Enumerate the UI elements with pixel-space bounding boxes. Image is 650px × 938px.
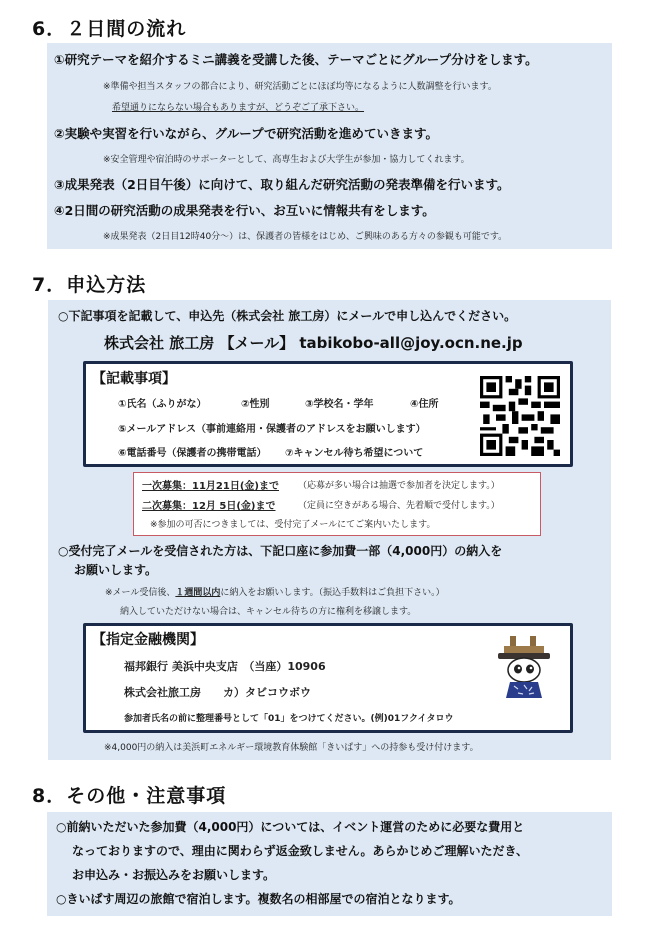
notes-line-4: ○きいぱす周辺の旅館で宿泊します。複数名の相部屋での宿泊となります。 [56,892,461,906]
account-holder: 株式会社旅工房 カ）タビコウボウ [124,686,311,699]
section-7-heading: 7．申込方法 [32,274,147,296]
required-item-5: ⑤メールアドレス（事前連絡用・保護者のアドレスをお願いします） [118,424,426,435]
required-items-title: 【記載事項】 [92,371,176,387]
section-6-heading: 6．２日間の流れ [32,18,187,40]
flow-item-1-note-1: ※準備や担当スタッフの都合により、研究活動ごとにほぼ均等になるように人数調整を行います。 [103,82,497,92]
first-deadline: 一次募集：11月21日(金)まで [142,481,279,492]
mascot-character-icon [496,634,552,700]
flow-item-2: ②実験や実習を行いながら、グループで研究活動を進めていきます。 [54,126,438,141]
payment-footnote: ※4,000円の納入は美浜町エネルギー環境教育体験館「きいぱす」への持参も受け付けます。 [104,743,479,753]
flow-item-4: ④2日間の研究活動の成果発表を行い、お互いに情報共有をします。 [54,203,435,218]
flow-item-1: ①研究テーマを紹介するミニ講義を受講した後、テーマごとにグループ分けをします。 [54,52,538,67]
section-8-heading: 8．その他・注意事項 [32,785,227,807]
qr-code-icon[interactable] [480,376,560,456]
flow-item-3: ③成果発表（2日目午後）に向けて、取り組んだ研究活動の発表準備を行います。 [54,177,510,192]
payment-note-1-post: に納入をお願いします。（振込手数料はご負担下さい。） [220,588,445,598]
second-deadline: 二次募集：12月 5日(金)まで [142,501,276,512]
required-item-2: ②性別 [241,399,270,410]
second-deadline-note: （定員に空きがある場合、先着順で受付します。） [298,501,500,511]
required-item-1: ①氏名（ふりがな） [118,399,207,410]
payment-note-2: 納入していただけない場合は、キャンセル待ちの方に権利を移譲します。 [120,607,417,617]
notes-line-1: ○前納いただいた参加費（4,000円）については、イベント運営のために必要な費用と [56,820,525,834]
bank-account: 福邦銀行 美浜中央支店 （当座）10906 [124,660,326,673]
notes-line-3: お申込み・お振込みをお願いします。 [72,868,276,882]
required-item-4: ④住所 [410,399,439,410]
flow-item-4-note-1: ※成果発表（2日目12時40分～）は、保護者の皆様をはじめ、ご興味のある方々の参観も可能です。 [103,232,508,242]
required-item-6: ⑥電話番号（保護者の携帯電話） [118,448,267,459]
acceptance-note: ※参加の可否につきましては、受付完了メールにてご案内いたします。 [150,520,436,530]
flow-item-1-note-2: 希望通りにならない場合もありますが、どうぞご了承下さい。 [112,103,365,113]
contact-email[interactable]: 株式会社 旅工房 【メール】 tabikobo-all@joy.ocn.ne.jp [104,334,523,352]
notes-line-2: なっておりますので、理由に関わらず返金致しません。あらかじめご理解いただき、 [72,844,529,858]
bank-box-title: 【指定金融機関】 [92,632,204,648]
payment-intro-line-2: お願いします。 [74,563,158,577]
flow-item-2-note-1: ※安全管理や宿泊時のサポーターとして、高専生および大学生が参加・協力してくれます。 [103,155,470,165]
payment-note-1 [105,585,445,598]
application-intro: ○下記事項を記載して、申込先（株式会社 旅工房）にメールで申し込んでください。 [58,309,517,323]
required-item-3: ③学校名・学年 [305,399,374,410]
first-deadline-note: （応募が多い場合は抽選で参加者を決定します。） [298,481,500,491]
transfer-instruction: 参加者氏名の前に整理番号として「01」をつけてください。(例)01フクイタロウ [124,714,454,724]
payment-deadline-emphasis: １週間以内 [175,588,221,598]
payment-note-1-pre: ※メール受信後、 [105,588,176,598]
payment-intro-line-1: ○受付完了メールを受信された方は、下記口座に参加費一部（4,000円）の納入を [58,544,503,558]
required-item-7: ⑦キャンセル待ち希望について [285,448,424,459]
